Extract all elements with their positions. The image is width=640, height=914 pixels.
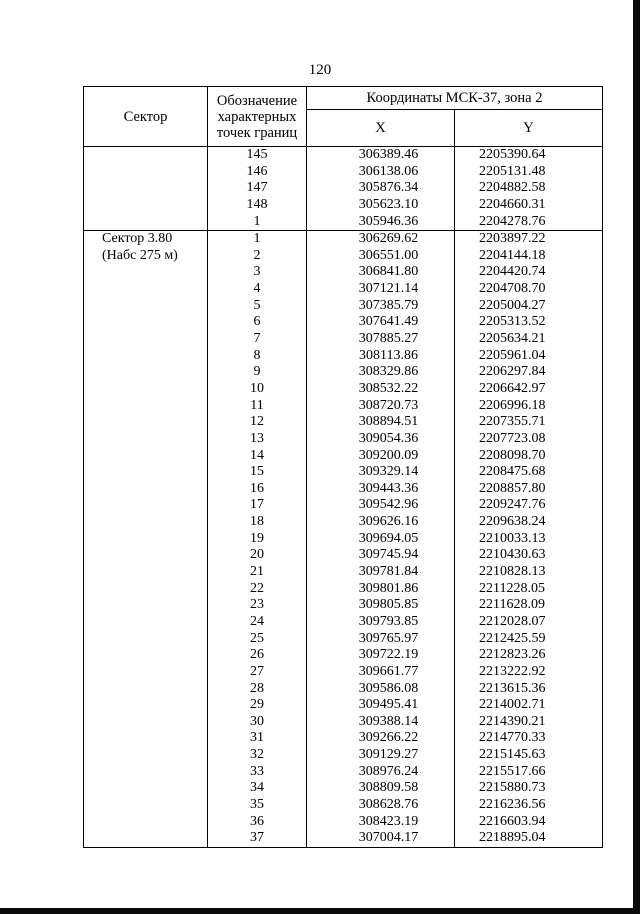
x-coordinate: 309661.77 (358, 663, 419, 679)
sector-label: Сектор 3.80 (102, 231, 173, 247)
x-coordinate: 308976.24 (358, 763, 419, 779)
point-number: 22 (250, 580, 264, 596)
point-number: 23 (250, 597, 264, 613)
point-number: 146 (246, 163, 268, 179)
group2-sector (84, 231, 208, 848)
x-coordinate: 307004.17 (358, 830, 419, 846)
point-number: 37 (250, 830, 264, 846)
y-coordinate: 2212823.26 (479, 647, 546, 663)
y-coordinate: 2215880.73 (479, 780, 546, 796)
group1-points (208, 147, 307, 231)
x-coordinate: 309329.14 (358, 464, 419, 480)
group1-sector (84, 147, 208, 231)
header-point-line: характерных (217, 108, 297, 125)
y-coordinate: 2204278.76 (479, 213, 546, 229)
y-coordinate: 2205131.48 (479, 163, 546, 179)
point-number: 19 (250, 530, 264, 546)
y-coordinate: 2204144.18 (479, 247, 546, 263)
point-number: 13 (250, 430, 264, 446)
point-number: 27 (250, 663, 264, 679)
table-header-row (84, 87, 603, 110)
point-number: 147 (246, 180, 268, 196)
point-number: 29 (250, 697, 264, 713)
y-coordinate: 2209638.24 (479, 514, 546, 530)
x-coordinate: 309745.94 (358, 547, 419, 563)
y-coordinate: 2212425.59 (479, 630, 546, 646)
y-coordinate: 2211228.05 (479, 580, 545, 596)
point-number: 32 (250, 747, 264, 763)
table-group-row (84, 147, 603, 231)
x-coordinate: 306389.46 (358, 147, 419, 162)
point-number: 25 (250, 630, 264, 646)
y-coordinate: 2216236.56 (479, 796, 546, 812)
group1-y-values (455, 147, 603, 231)
point-number: 148 (246, 196, 268, 212)
y-coordinate: 2214770.33 (479, 730, 546, 746)
y-coordinate: 2215145.63 (479, 747, 546, 763)
point-number: 12 (250, 414, 264, 430)
x-coordinate: 309765.97 (358, 630, 419, 646)
y-coordinate: 2210430.63 (479, 547, 546, 563)
group2-x-values (307, 231, 455, 848)
y-coordinate: 2204660.31 (479, 196, 546, 212)
x-coordinate: 308809.58 (358, 780, 419, 796)
y-coordinate: 2208098.70 (479, 447, 546, 463)
page-number: 120 (308, 62, 332, 78)
y-coordinate: 2206642.97 (479, 380, 546, 396)
point-number: 17 (250, 497, 264, 513)
table-group-row (84, 231, 603, 848)
point-number: 1 (253, 231, 261, 247)
y-coordinate: 2207355.71 (479, 414, 546, 430)
x-coordinate: 309266.22 (358, 730, 419, 746)
y-coordinate: 2213615.36 (479, 680, 546, 696)
point-number: 26 (250, 647, 264, 663)
x-coordinate: 308113.86 (359, 347, 418, 363)
header-point-line: Обозначение (216, 92, 298, 109)
y-coordinate: 2205634.21 (479, 331, 546, 347)
point-number: 20 (250, 547, 264, 563)
y-coordinate: 2210033.13 (479, 530, 546, 546)
x-coordinate: 309722.19 (358, 647, 419, 663)
header-y: Y (455, 110, 603, 147)
y-coordinate: 2204708.70 (479, 281, 546, 297)
point-number: 9 (253, 364, 261, 380)
x-coordinate: 309542.96 (358, 497, 419, 513)
point-number: 35 (250, 796, 264, 812)
x-coordinate: 307641.49 (358, 314, 419, 330)
x-coordinate: 308329.86 (358, 364, 419, 380)
point-number: 11 (250, 397, 264, 413)
point-number: 21 (250, 564, 264, 580)
scan-edge-bottom (0, 908, 640, 914)
y-coordinate: 2208475.68 (479, 464, 546, 480)
point-number: 10 (250, 380, 264, 396)
x-coordinate: 306551.00 (358, 247, 419, 263)
point-number: 18 (250, 514, 264, 530)
x-coordinate: 305876.34 (358, 180, 419, 196)
x-coordinate: 309586.08 (358, 680, 419, 696)
point-number: 15 (250, 464, 264, 480)
x-coordinate: 306841.80 (358, 264, 419, 280)
x-coordinate: 309801.86 (358, 580, 419, 596)
group2-y-values (455, 231, 603, 848)
x-coordinate: 309129.27 (358, 747, 419, 763)
header-point-designation (208, 87, 307, 147)
y-coordinate: 2214002.71 (479, 697, 546, 713)
y-coordinate: 2210828.13 (479, 564, 546, 580)
point-number: 30 (250, 713, 264, 729)
point-number: 14 (250, 447, 264, 463)
x-coordinate: 308628.76 (358, 796, 419, 812)
point-number: 24 (250, 613, 264, 629)
y-coordinate: 2206996.18 (479, 397, 546, 413)
header-point-line: точек границ (216, 124, 298, 141)
point-number: 16 (250, 480, 264, 496)
x-coordinate: 308532.22 (358, 380, 419, 396)
x-coordinate: 309626.16 (358, 514, 419, 530)
group2-points (208, 231, 307, 848)
x-coordinate: 307885.27 (358, 331, 419, 347)
x-coordinate: 309200.09 (358, 447, 419, 463)
point-number: 7 (253, 331, 261, 347)
y-coordinate: 2206297.84 (479, 364, 546, 380)
y-coordinate: 2205313.52 (479, 314, 546, 330)
sector-height-label: (Набс 275 м) (102, 247, 178, 263)
x-coordinate: 309388.14 (358, 713, 419, 729)
x-coordinate: 308423.19 (358, 813, 419, 829)
point-number: 34 (250, 780, 264, 796)
point-number: 6 (253, 314, 261, 330)
y-coordinate: 2214390.21 (479, 713, 546, 729)
y-coordinate: 2205961.04 (479, 347, 546, 363)
point-number: 31 (250, 730, 264, 746)
coordinates-table (83, 86, 603, 848)
y-coordinate: 2204420.74 (479, 264, 546, 280)
y-coordinate: 2215517.66 (479, 763, 546, 779)
y-coordinate: 2212028.07 (479, 613, 546, 629)
x-coordinate: 305623.10 (358, 196, 419, 212)
y-coordinate: 2204882.58 (479, 180, 546, 196)
point-number: 33 (250, 763, 264, 779)
x-coordinate: 309054.36 (358, 430, 419, 446)
y-coordinate: 2205004.27 (479, 297, 546, 313)
x-coordinate: 307121.14 (358, 281, 419, 297)
y-coordinate: 2203897.22 (479, 231, 546, 247)
point-number: 1 (253, 213, 261, 229)
x-coordinate: 305946.36 (358, 213, 419, 229)
x-coordinate: 306269.62 (358, 231, 419, 247)
y-coordinate: 2213222.92 (479, 663, 546, 679)
x-coordinate: 308720.73 (358, 397, 419, 413)
group1-x-values (307, 147, 455, 231)
x-coordinate: 309495.41 (358, 697, 419, 713)
header-coordinates: Координаты МСК-37, зона 2 (307, 87, 603, 110)
y-coordinate: 2216603.94 (479, 813, 546, 829)
y-coordinate: 2209247.76 (479, 497, 546, 513)
point-number: 8 (253, 347, 261, 363)
x-coordinate: 309694.05 (358, 530, 419, 546)
scan-edge-right (633, 0, 640, 914)
y-coordinate: 2207723.08 (479, 430, 546, 446)
y-coordinate: 2218895.04 (479, 830, 546, 846)
x-coordinate: 309793.85 (358, 613, 419, 629)
point-number: 145 (246, 147, 268, 162)
point-number: 5 (253, 297, 261, 313)
x-coordinate: 309781.84 (358, 564, 419, 580)
header-sector: Сектор (84, 87, 208, 147)
x-coordinate: 309805.85 (358, 597, 419, 613)
y-coordinate: 2205390.64 (479, 147, 546, 162)
point-number: 28 (250, 680, 264, 696)
x-coordinate: 307385.79 (358, 297, 419, 313)
point-number: 36 (250, 813, 264, 829)
x-coordinate: 309443.36 (358, 480, 419, 496)
point-number: 3 (253, 264, 261, 280)
y-coordinate: 2211628.09 (479, 597, 545, 613)
point-number: 4 (253, 281, 261, 297)
y-coordinate: 2208857.80 (479, 480, 546, 496)
x-coordinate: 308894.51 (358, 414, 419, 430)
header-x: X (307, 110, 455, 147)
x-coordinate: 306138.06 (358, 163, 419, 179)
point-number: 2 (253, 247, 261, 263)
